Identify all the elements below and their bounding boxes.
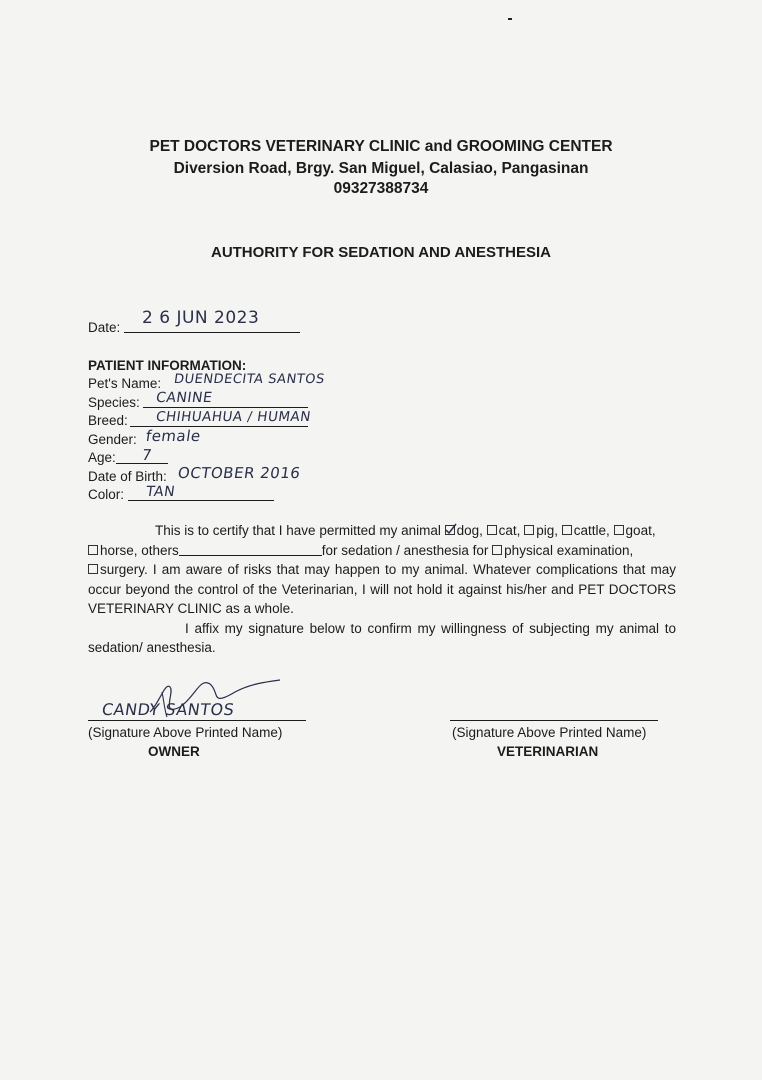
- option-dog: dog,: [456, 523, 483, 538]
- gender-label: Gender:: [88, 432, 137, 447]
- gender-value: female: [144, 427, 202, 445]
- date-value: 2 6 JUN 2023: [142, 308, 260, 328]
- vet-signature-line: [450, 720, 658, 721]
- option-pig: pig,: [536, 523, 558, 538]
- checkbox-dog-checked: [445, 525, 455, 535]
- checkbox-horse: [88, 545, 98, 555]
- option-physical-exam: physical examination,: [504, 542, 634, 558]
- age-value: 7: [140, 446, 154, 464]
- document-title: AUTHORITY FOR SEDATION AND ANESTHESIA: [210, 244, 551, 261]
- checkbox-cat: [487, 525, 497, 535]
- consent-body: [88, 560, 676, 619]
- species-value: CANINE: [154, 390, 214, 406]
- option-cattle: cattle,: [573, 523, 610, 538]
- owner-printed-name: CANDY SANTOS: [100, 700, 236, 719]
- sedation-for-text: for sedation / anesthesia for: [321, 542, 489, 558]
- checkbox-goat: [614, 525, 624, 535]
- color-value: TAN: [144, 484, 177, 500]
- date-label: Date:: [88, 320, 121, 335]
- affirmation-paragraph: I affix my signature below to confirm my willingness of subjecting my animal to sedation/ anesthesia.: [88, 620, 676, 655]
- consent-intro: This is to certify that I have permitted my animal: [155, 523, 441, 538]
- date-of-birth-value: OCTOBER 2016: [176, 464, 302, 482]
- breed-value: CHIHUAHUA / HUMAN: [154, 409, 312, 425]
- clinic-name: PET DOCTORS VETERINARY CLINIC and GROOMING CENTER: [149, 138, 613, 155]
- vet-role: VETERINARIAN: [497, 744, 599, 759]
- species-line: [143, 407, 308, 408]
- option-horse-others: horse, others: [100, 542, 179, 558]
- date-of-birth-label: Date of Birth:: [88, 469, 167, 484]
- owner-role: OWNER: [148, 744, 200, 759]
- owner-signature-line: [88, 720, 306, 721]
- breed-label: Breed:: [88, 413, 128, 428]
- owner-signature-caption: (Signature Above Printed Name): [88, 725, 283, 740]
- option-surgery-and-waiver: surgery. I am aware of risks that may happen to my animal. Whatever complications that may occur beyond the control of the Veterinarian, I will not hold it against his/her and PET DOCTORS VETERINARY CLINIC as a whole.: [88, 562, 676, 616]
- date-line: [124, 332, 300, 333]
- clinic-address: Diversion Road, Brgy. San Miguel, Calasiao, Pangasinan: [173, 160, 589, 177]
- checkbox-cattle: [562, 525, 572, 535]
- vet-signature-caption: (Signature Above Printed Name): [452, 725, 647, 740]
- pet-name-label: Pet's Name:: [88, 376, 162, 391]
- checkbox-surgery: [88, 564, 98, 574]
- color-label: Color:: [88, 487, 125, 502]
- checkbox-physical-exam: [492, 545, 502, 555]
- option-goat: goat,: [625, 523, 656, 538]
- consent-line-1: [88, 521, 676, 541]
- clinic-phone: 09327388734: [333, 180, 429, 197]
- color-line: [128, 500, 274, 501]
- checkbox-pig: [524, 525, 534, 535]
- species-label: Species:: [88, 395, 140, 410]
- check-mark-icon: [445, 523, 457, 535]
- age-label: Age:: [88, 450, 116, 465]
- option-cat: cat,: [498, 523, 521, 538]
- patient-info-heading: PATIENT INFORMATION:: [88, 358, 247, 373]
- others-blank-line: [179, 543, 322, 556]
- scan-speck: [508, 18, 512, 20]
- consent-line-2: [88, 541, 676, 561]
- consent-paragraph: [88, 521, 676, 658]
- pet-name-value: DUENDECITA SANTOS: [172, 372, 326, 387]
